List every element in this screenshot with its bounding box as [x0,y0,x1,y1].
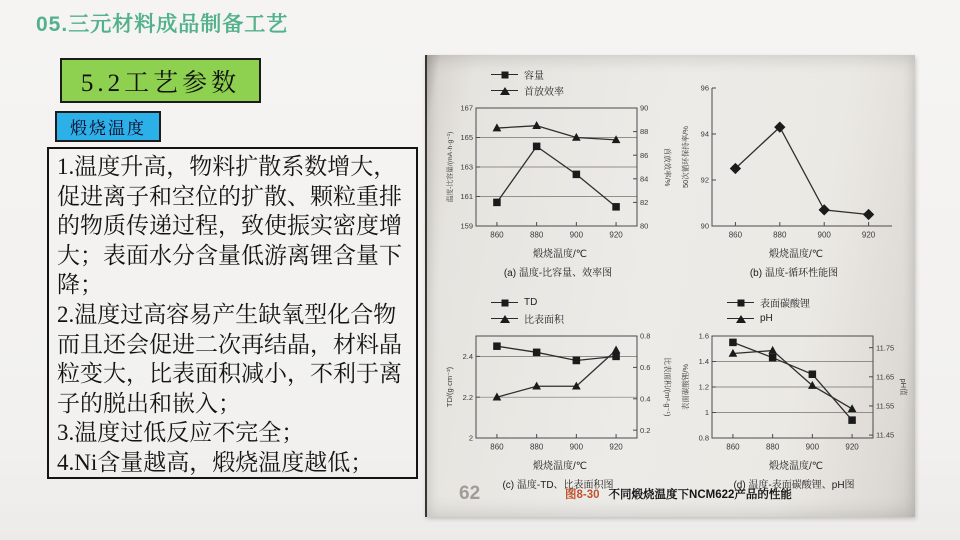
page-number: 62 [459,483,481,504]
chart-text: 860 [490,230,504,240]
triangle-data-marker [768,346,777,354]
chart-text: 880 [773,230,787,240]
chart-a-capacity-efficiency [443,61,672,291]
chart-text: 920 [861,230,876,240]
diamond-data-marker [863,209,874,220]
chart-text: 880 [529,442,544,452]
square-marker-icon [501,299,508,306]
square-data-marker [493,342,501,350]
chart-text: 11.75 [876,343,895,353]
chart-text: 880 [529,230,544,240]
diamond-data-marker [819,204,830,215]
chart-text: 900 [569,442,584,452]
chart-text: 80 [640,221,649,231]
chart-caption: (d) 温度-表面碳酸锂、pH图 [733,480,855,491]
series-line [497,346,616,360]
chart-text: 920 [845,442,859,452]
chart-text: pH值 [899,378,908,396]
chart-legend [727,289,905,331]
triangle-data-marker [532,121,541,129]
chart-text: 50次循环保持率/% [681,125,690,189]
chart-text: 163 [460,162,473,172]
figure-label: 图8-30 [565,489,600,501]
square-data-marker [573,357,581,365]
chart-text: 165 [460,133,473,143]
book-page-footer [427,483,915,507]
figure-caption: 不同煅烧温度下NCM622产品的性能 [608,489,792,501]
note-item-3: 3.温度过低反应不完全； [57,420,305,446]
chart-text: 88 [640,127,649,137]
chart-text: 11.65 [876,372,895,382]
chart-caption: (c) 温度-TD、比表面积图 [502,480,614,491]
chart-text: 2.4 [462,352,473,361]
chart-text: 1.4 [698,357,709,367]
note-item-2: 2.温度过高容易产生缺氧型化合物而且还会促进二次再结晶，材料晶粒变大，比表面积减小，不利于离子的脱出和嵌入； [57,301,402,416]
chart-text: 84 [640,174,649,184]
chart-legend [491,61,669,103]
note-item-4: 4.Ni含量越高，煅烧温度越低； [57,449,374,475]
square-data-marker [612,203,620,211]
legend-line [727,318,754,319]
square-data-marker [809,371,817,379]
chart-text: 167 [460,103,473,113]
chart-text: 90 [700,221,709,231]
chart-text: 82 [640,198,649,207]
chart-text: 比表面积/(m²·g⁻¹) [663,357,672,417]
chart-plot-c [443,331,672,455]
x-axis-label: 煅烧温度/℃ [768,249,823,260]
chart-text: 900 [805,442,820,452]
legend-line [491,302,518,303]
chart-plot-a [443,103,672,243]
page-title: 05.三元材料成品制备工艺 [36,13,289,36]
chart-c-td-surface-area [443,289,672,491]
series-line [497,146,616,206]
topic-tag[interactable]: 煅烧温度 [55,111,161,142]
legend-line [491,74,518,75]
x-axis-label: 煅烧温度/℃ [532,461,587,472]
square-marker-icon [737,299,744,306]
chart-text: 90 [640,103,649,113]
legend-label: 首放效率 [524,86,564,98]
triangle-marker-icon [500,315,510,323]
chart-text: 86 [640,150,649,160]
square-data-marker [493,199,501,207]
chart-text: 1.2 [698,382,709,392]
x-axis-label: 煅烧温度/℃ [532,249,587,260]
section-button[interactable]: 5.2工艺参数 [60,58,261,103]
chart-text: 0.4 [640,394,651,404]
chart-text: 1 [704,408,709,418]
chart-b-cycle-performance [679,61,905,291]
series-line [735,127,868,214]
chart-text: 2 [468,433,473,443]
chart-text: 94 [700,129,709,139]
chart-text: 92 [700,175,709,185]
book-photo [425,55,915,517]
chart-text: 860 [726,442,740,452]
chart-text: 0.8 [640,331,651,341]
square-data-marker [612,353,620,361]
square-marker-icon [501,71,508,78]
series-line [497,350,616,397]
chart-text: 温度-比容量/(mA·h·g⁻¹) [447,131,454,203]
legend-entry [727,312,773,324]
chart-text: 首放效率/% [663,147,672,187]
legend-entry [491,312,564,324]
legend-line [727,302,754,303]
chart-text: 920 [609,230,623,240]
x-axis-label: 煅烧温度/℃ [768,461,823,472]
chart-text: 159 [460,221,473,231]
legend-label: 表面碳酸锂 [760,298,810,310]
chart-text: 900 [817,230,831,240]
chart-text: 0.2 [640,425,651,435]
chart-text: 880 [765,442,780,452]
chart-text: 11.55 [876,401,895,411]
square-data-marker [729,339,737,347]
chart-text: 2.2 [462,392,473,402]
legend-entry [727,296,810,308]
legend-label: 比表面积 [524,314,564,326]
series-line [733,342,852,420]
chart-text: 0.6 [640,362,651,372]
square-data-marker [533,143,541,151]
figure-caption-line [565,486,792,502]
triangle-data-marker [612,345,621,353]
chart-text: 0.8 [698,433,709,443]
chart-text: 900 [569,230,584,240]
triangle-data-marker [848,404,857,412]
chart-caption: (b) 温度-循环性能图 [749,268,839,279]
chart-text: 920 [609,442,623,452]
triangle-data-marker [532,382,541,390]
chart-text: 860 [490,442,504,452]
chart-text: 860 [728,230,743,240]
triangle-marker-icon [736,315,746,323]
chart-plot-b [679,83,905,243]
legend-label: 容量 [524,70,544,82]
legend-line [491,318,518,319]
square-data-marker [848,416,856,424]
legend-entry [491,296,537,308]
legend-entry [491,84,564,96]
chart-plot-d [679,331,908,455]
chart-legend [491,289,669,331]
chart-caption: (a) 温度-比容量、效率图 [503,268,613,279]
square-data-marker [533,349,541,357]
chart-d-li2co3-ph [679,289,908,491]
legend-label: pH [760,312,773,324]
square-data-marker [769,354,777,362]
notes-box [47,147,418,479]
chart-text: 96 [700,83,709,93]
triangle-marker-icon [500,87,510,95]
chart-text: 表面碳酸锂/% [681,363,690,411]
chart-text: 161 [460,192,473,202]
chart-text: TD/(g·cm⁻³) [445,366,454,408]
chart-text: 11.45 [876,430,895,440]
legend-label: TD [524,296,538,308]
square-data-marker [573,171,581,179]
chart-text: 1.6 [698,331,709,341]
legend-entry [491,68,544,80]
note-item-1: 1.温度升高，物料扩散系数增大，促进离子和空位的扩散、颗粒重排的物质传递过程，致使振实密度增大；表面水分含量低游离锂含量下降； [57,154,402,298]
legend-line [491,90,518,91]
